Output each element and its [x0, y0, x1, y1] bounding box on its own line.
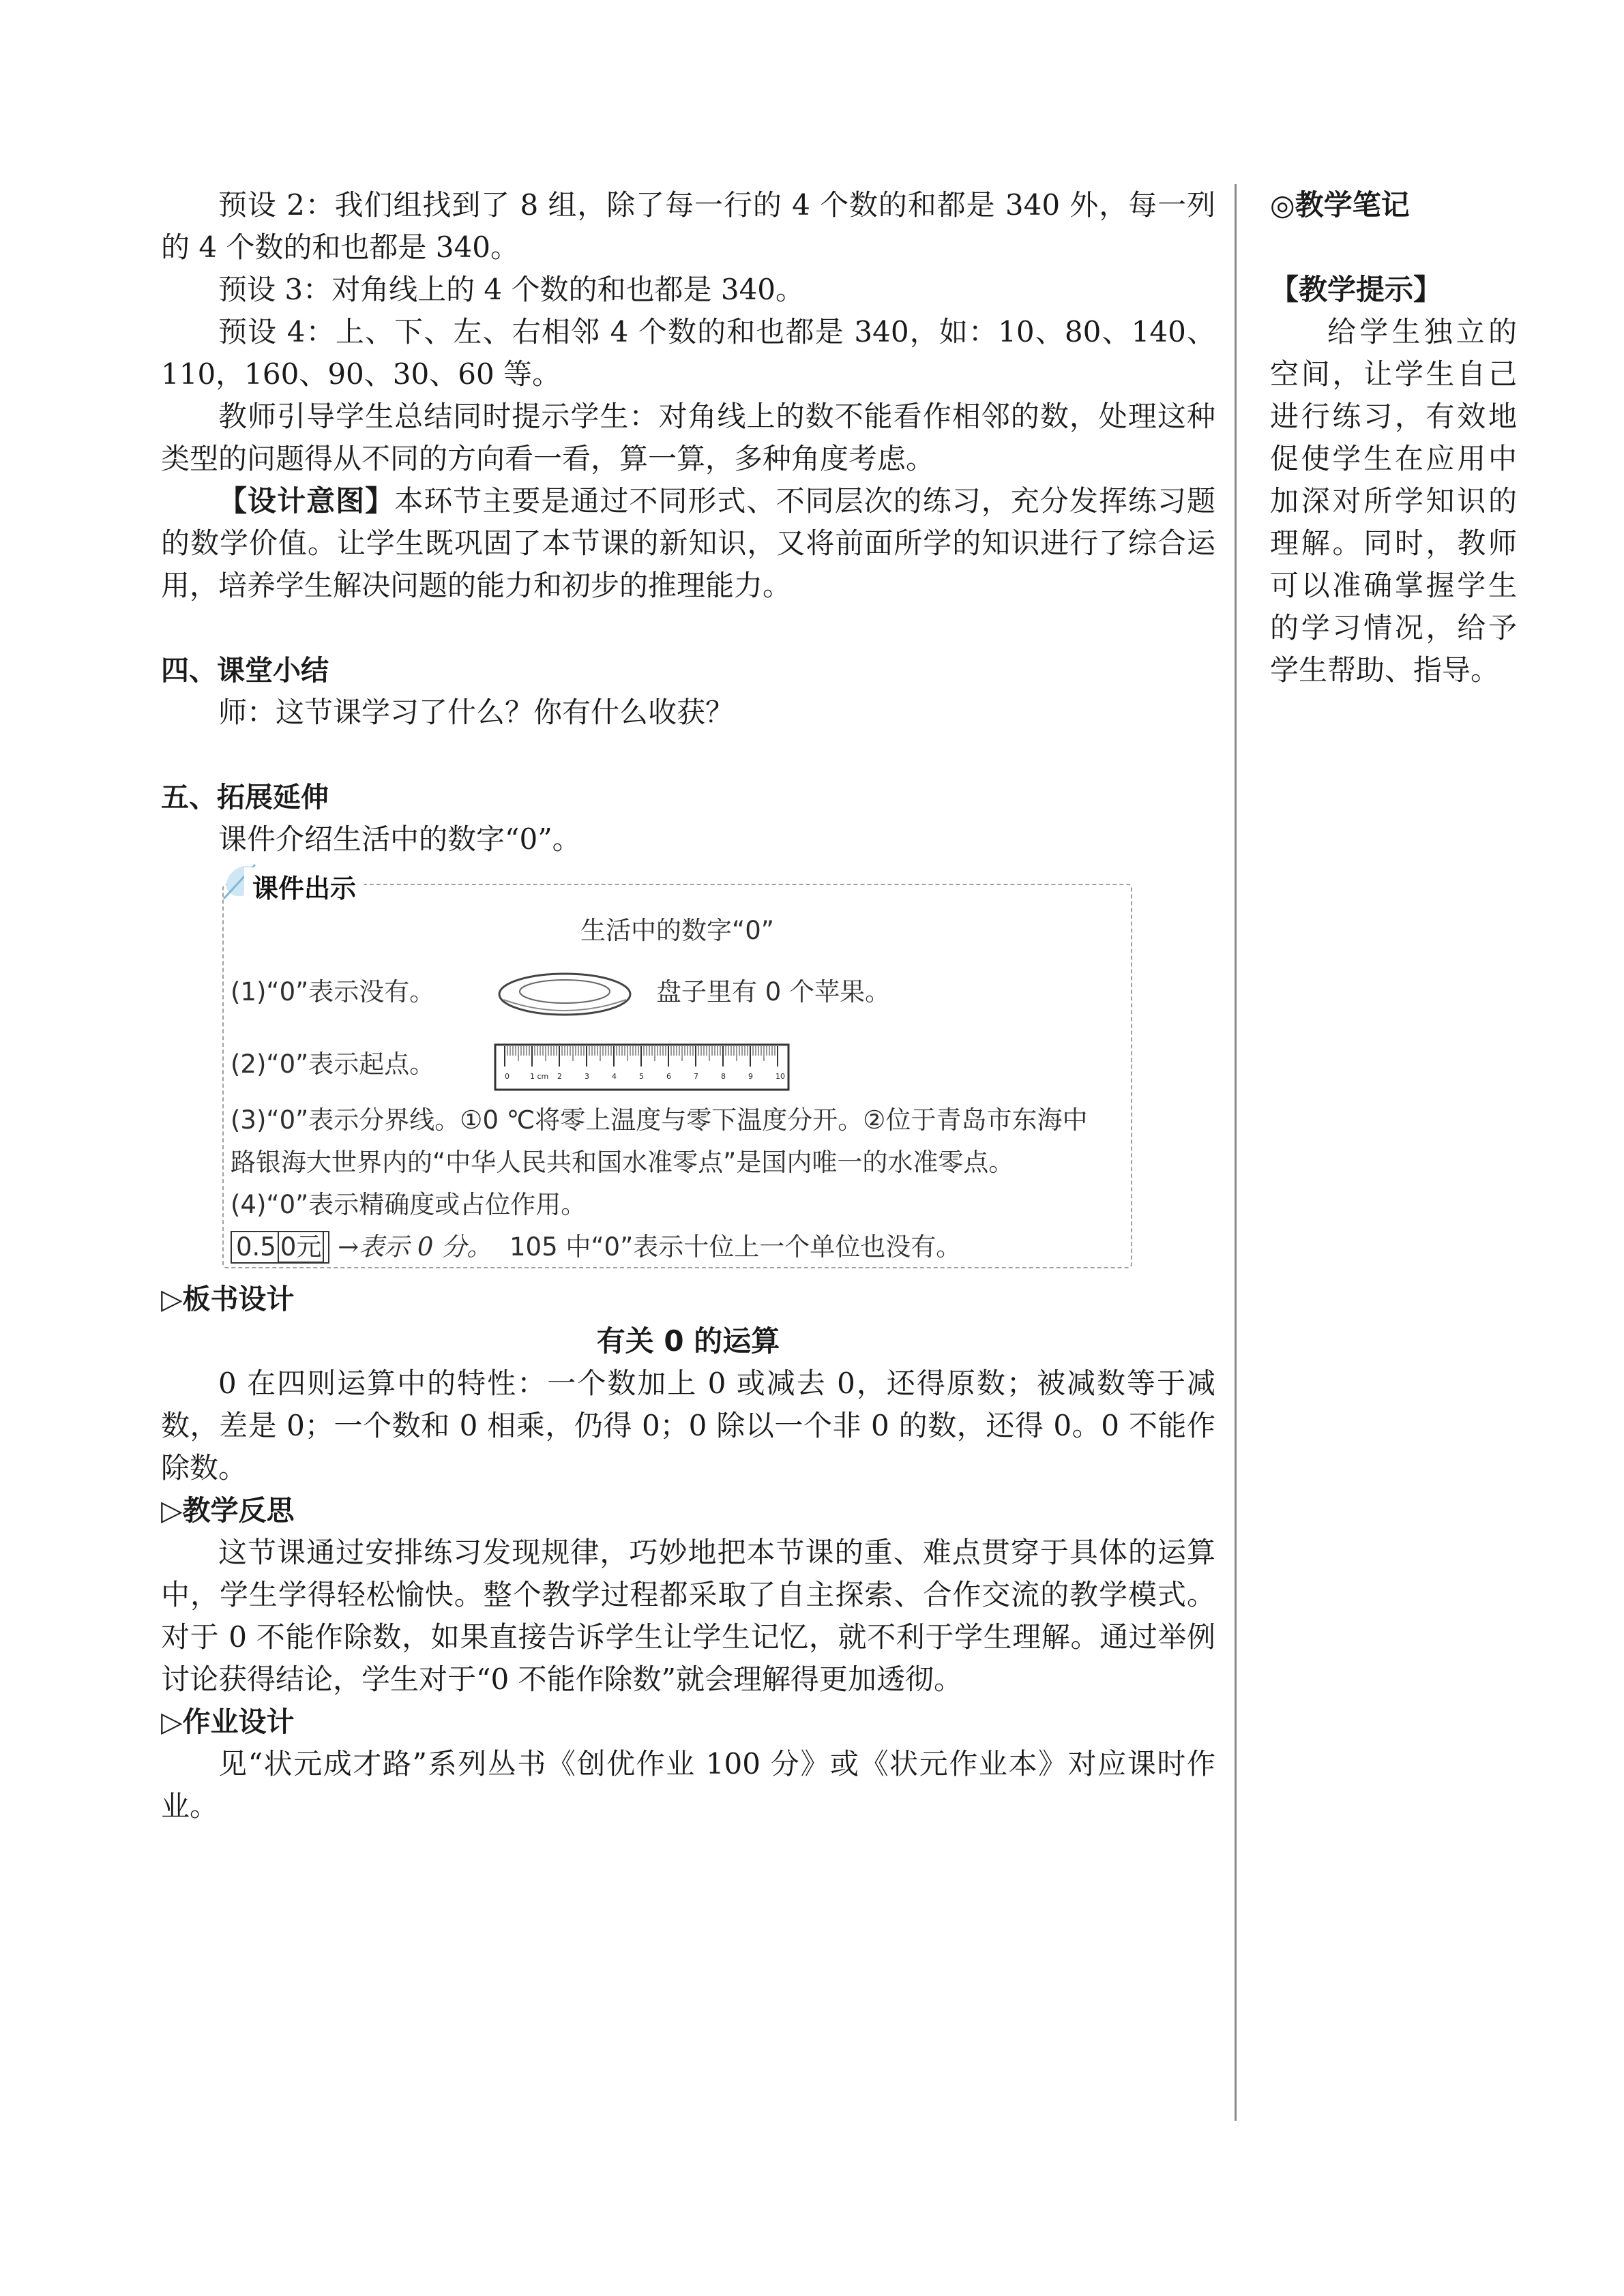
paragraph-teacher-guide: 教师引导学生总结同时提示学生：对角线上的数不能看作相邻的数，处理这种类型的问题得从不同的方向看一看，算一算，多种角度考虑。 — [161, 400, 1215, 475]
section-extension-text: 课件介绍生活中的数字“0”。 — [218, 822, 581, 856]
design-intent-text: 本环节主要是通过不同形式、不同层次的练习，充分发挥练习题的数学价值。让学生既巩固了本节课的新知识，又将前面所学的知识进行了综合运用，培养学生解决问题的能力和初步的推理能力。 — [161, 484, 1215, 602]
paragraph-preset-2: 预设 2：我们组找到了 8 组，除了每一行的 4 个数的和都是 340 外，每一列的 4 个数的和也都是 340。 — [161, 188, 1215, 264]
courseware-item-1: (1)“0”表示没有。 — [231, 977, 435, 1007]
courseware-item-4-text: 105 中“0”表示十位上一个单位也没有。 — [510, 1232, 962, 1262]
main-column — [161, 184, 1215, 1828]
courseware-item-4: (4)“0”表示精确度或占位作用。 — [231, 1190, 587, 1219]
board-design-title: 有关 0 的运算 — [596, 1324, 780, 1358]
ruler-label: 8 — [721, 1072, 726, 1081]
teaching-tips-heading: 【教学提示】 — [1270, 273, 1443, 306]
price-boxed-zero: 0元 — [278, 1231, 325, 1263]
homework-heading: ▷作业设计 — [161, 1705, 295, 1738]
courseware-title: 生活中的数字“0” — [580, 916, 774, 945]
courseware-item-2: (2)“0”表示起点。 — [231, 1049, 435, 1079]
column-divider — [1235, 184, 1237, 2121]
ruler-label: 6 — [666, 1072, 671, 1081]
ruler-label: 10 — [776, 1072, 785, 1081]
teaching-notes-heading: ◎教学笔记 — [1270, 188, 1410, 222]
design-intent-tag: 【设计意图】 — [218, 484, 395, 518]
price-left: 0.5 — [236, 1232, 276, 1262]
reflection-heading: ▷教学反思 — [161, 1494, 295, 1527]
ruler-label: 7 — [694, 1072, 698, 1081]
board-design-heading: ▷板书设计 — [161, 1283, 295, 1315]
board-design-text: 0 在四则运算中的特性：一个数加上 0 或减去 0，还得原数；被减数等于减数，差是 0；一个数和 0 相乘，仍得 0；0 除以一个非 0 的数，还得 0。0 不能作除数。 — [161, 1367, 1215, 1485]
section-extension-heading: 五、拓展延伸 — [161, 781, 329, 814]
sidebar — [1270, 184, 1517, 691]
homework-text: 见“状元成才路”系列丛书《创优作业 100 分》或《状元作业本》对应课时作业。 — [161, 1747, 1215, 1823]
price-note: →表示 0 分。 — [338, 1232, 492, 1262]
plate-icon — [497, 970, 633, 1019]
section-summary-text: 师：这节课学习了什么？你有什么收获？ — [218, 696, 735, 729]
courseware-price-example — [231, 1226, 961, 1268]
courseware-item-3-line-1: (3)“0”表示分界线。①0 ℃将零上温度与零下温度分开。②位于青岛市东海中 — [231, 1105, 1088, 1135]
ruler-label: 0 — [505, 1072, 510, 1081]
paragraph-design-intent — [161, 480, 1215, 607]
ruler-icon — [494, 1043, 790, 1091]
ruler-label: 4 — [612, 1072, 617, 1081]
courseware-item-1-caption: 盘子里有 0 个苹果。 — [656, 977, 891, 1007]
courseware-item-3-line-2: 路银海大世界内的“中华人民共和国水准零点”是国内唯一的水准零点。 — [231, 1148, 1014, 1177]
ruler-label: 5 — [639, 1072, 644, 1081]
reflection-text: 这节课通过安排练习发现规律，巧妙地把本节课的重、难点贯穿于具体的运算中，学生学得轻松愉快。整个教学过程都采取了自主探索、合作交流的教学模式。对于 0 不能作除数，如果直接告诉学生让学生记忆，就不利于学生理解。通过举例讨论获得结论，学生对于“0 不能作除数”就会理解得更加透彻。 — [161, 1536, 1215, 1696]
ruler-label: 2 — [557, 1072, 562, 1081]
price-box — [231, 1231, 329, 1264]
section-summary-heading: 四、课堂小结 — [161, 654, 329, 687]
ruler-label: 1 cm — [530, 1072, 549, 1081]
teaching-tips-text: 给学生独立的空间，让学生自己进行练习，有效地促使学生在应用中加深对所学知识的理解。同时，教师可以准确掌握学生的学习情况，给予学生帮助、指导。 — [1270, 315, 1517, 687]
paragraph-preset-3: 预设 3：对角线上的 4 个数的和也都是 340。 — [218, 273, 805, 306]
paragraph-preset-4: 预设 4：上、下、左、右相邻 4 个数的和也都是 340，如：10、80、140、110，160、90、30、60 等。 — [161, 315, 1215, 391]
courseware-label: 课件出示 — [244, 867, 364, 910]
courseware-box — [222, 874, 1132, 1268]
ruler-label: 9 — [748, 1072, 753, 1081]
ruler-label: 3 — [585, 1072, 589, 1081]
